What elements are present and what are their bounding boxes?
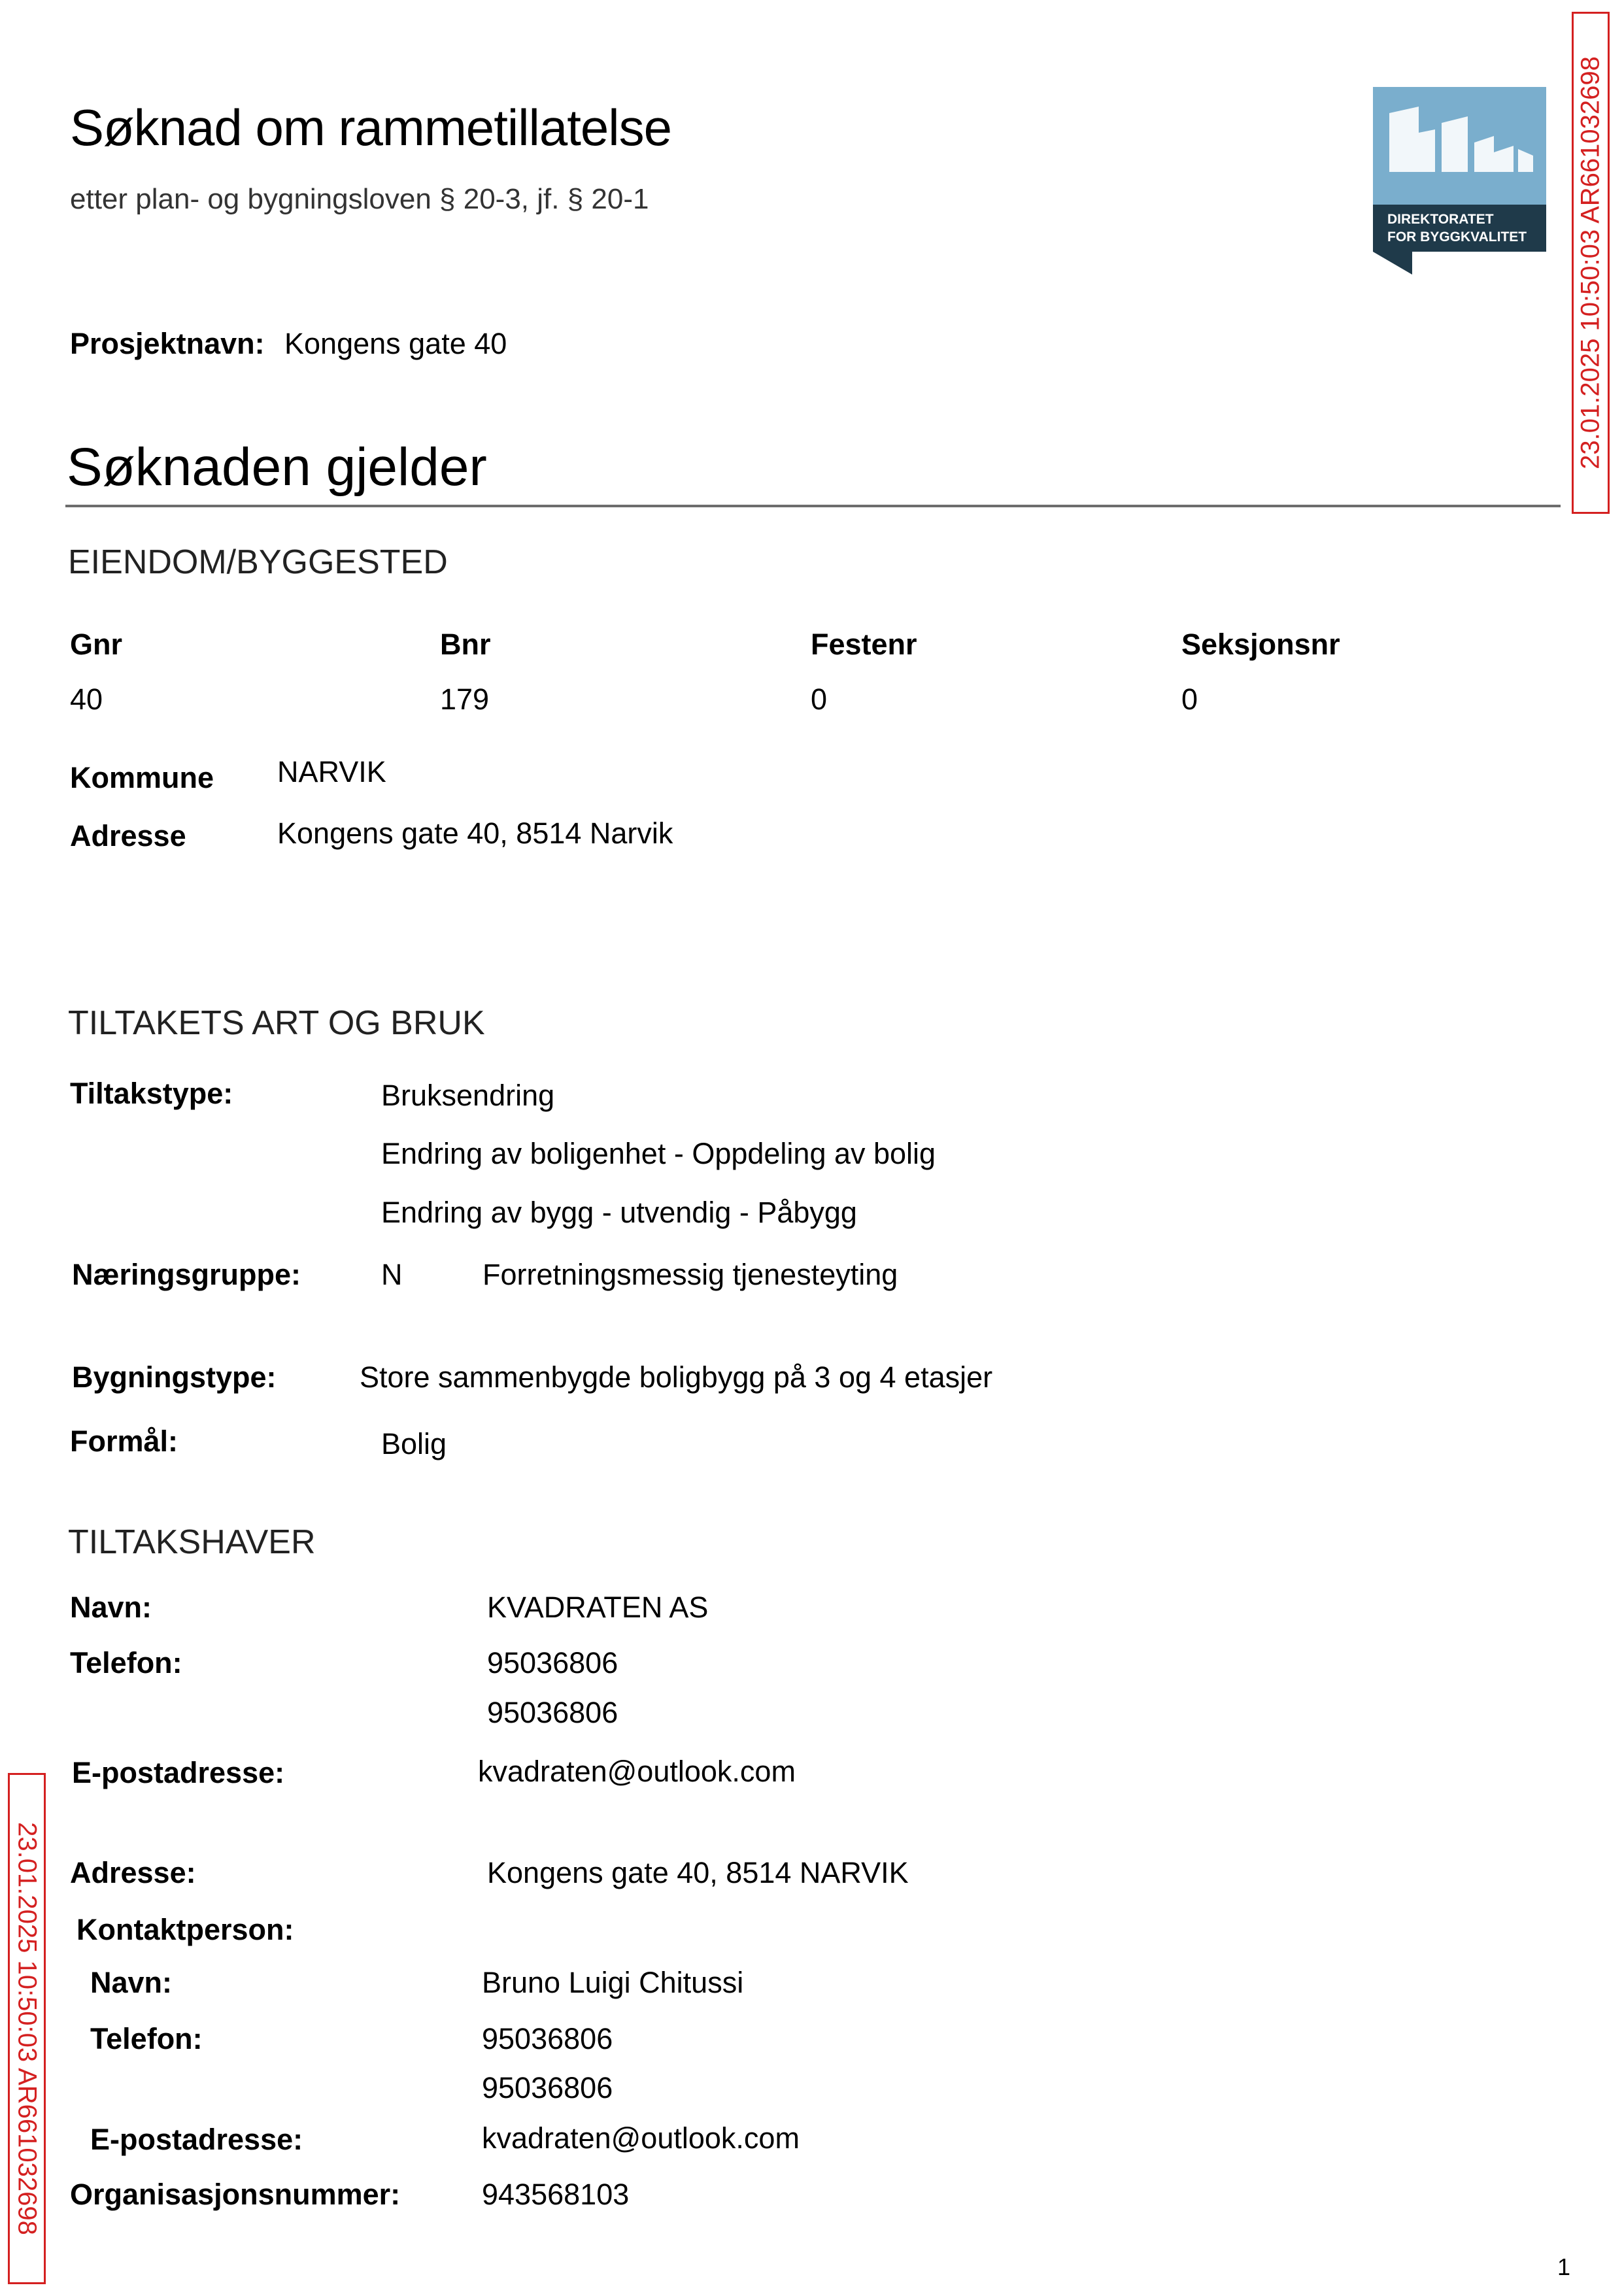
kontakt-epost-label: E-postadresse: xyxy=(90,2123,303,2156)
bnr-label: Bnr xyxy=(440,628,491,661)
tiltakshaver-heading: TILTAKSHAVER xyxy=(68,1523,316,1561)
gnr-label: Gnr xyxy=(70,628,123,661)
tiltakshaver-navn-value: KVADRATEN AS xyxy=(487,1591,709,1624)
formal-value: Bolig xyxy=(381,1427,447,1460)
tiltak-heading: TILTAKETS ART OG BRUK xyxy=(68,1004,485,1042)
logo-text-line1: DIREKTORATET xyxy=(1387,212,1494,227)
tiltakshaver-epost-label: E-postadresse: xyxy=(72,1756,285,1789)
tiltakstype-value-3: Endring av bygg - utvendig - Påbygg xyxy=(381,1196,857,1229)
dibk-logo xyxy=(1373,87,1546,275)
logo-text-line2: FOR BYGGKVALITET xyxy=(1387,229,1527,245)
naeringsgruppe-code: N xyxy=(381,1258,403,1291)
tiltakstype-value-1: Bruksendring xyxy=(381,1079,555,1112)
seksjonsnr-label: Seksjonsnr xyxy=(1181,628,1340,661)
bnr-value: 179 xyxy=(440,683,490,716)
kontakt-telefon-value-2: 95036806 xyxy=(482,2071,613,2104)
tiltakshaver-epost-value: kvadraten@outlook.com xyxy=(478,1755,796,1788)
kommune-value: NARVIK xyxy=(277,755,386,788)
gnr-value: 40 xyxy=(70,683,103,716)
tiltakstype-label: Tiltakstype: xyxy=(70,1077,233,1110)
project-name-value: Kongens gate 40 xyxy=(284,327,507,360)
kontakt-epost-value: kvadraten@outlook.com xyxy=(482,2121,800,2155)
kontakt-telefon-label: Telefon: xyxy=(90,2022,203,2055)
tiltakshaver-telefon-label: Telefon: xyxy=(70,1646,182,1679)
project-name-label: Prosjektnavn: xyxy=(70,327,265,360)
adresse-value: Kongens gate 40, 8514 Narvik xyxy=(277,817,673,850)
property-heading: EIENDOM/BYGGESTED xyxy=(68,543,448,581)
festenr-label: Festenr xyxy=(811,628,917,661)
tiltakshaver-telefon-value-1: 95036806 xyxy=(487,1646,618,1679)
date-stamp-left xyxy=(8,1773,46,2284)
bygningstype-value: Store sammenbygde boligbygg på 3 og 4 etasjer xyxy=(360,1360,993,1394)
page-number: 1 xyxy=(1557,2253,1571,2280)
kontaktperson-label: Kontaktperson: xyxy=(76,1913,294,1946)
tiltakshaver-telefon-value-2: 95036806 xyxy=(487,1696,618,1729)
kontakt-navn-label: Navn: xyxy=(90,1966,173,1999)
naeringsgruppe-label: Næringsgruppe: xyxy=(72,1258,301,1291)
date-stamp-left-text: 23.01.2025 10:50:03 AR661032698 xyxy=(12,1822,42,2235)
tiltakshaver-navn-label: Navn: xyxy=(70,1591,152,1624)
formal-label: Formål: xyxy=(70,1425,178,1458)
adresse-label: Adresse xyxy=(70,819,186,852)
document-title: Søknad om rammetillatelse xyxy=(70,99,671,156)
section-title: Søknaden gjelder xyxy=(67,437,487,497)
tiltakstype-value-2: Endring av boligenhet - Oppdeling av bolig xyxy=(381,1137,936,1170)
date-stamp-right xyxy=(1572,12,1610,514)
kontakt-telefon-value-1: 95036806 xyxy=(482,2022,613,2055)
section-divider xyxy=(65,505,1561,507)
bygningstype-label: Bygningstype: xyxy=(72,1360,277,1394)
kontakt-navn-value: Bruno Luigi Chitussi xyxy=(482,1966,744,1999)
orgnr-label: Organisasjonsnummer: xyxy=(70,2178,401,2211)
orgnr-value: 943568103 xyxy=(482,2178,630,2211)
kommune-label: Kommune xyxy=(70,761,214,794)
festenr-value: 0 xyxy=(811,683,828,716)
date-stamp-right-text: 23.01.2025 10:50:03 AR661032698 xyxy=(1576,56,1605,469)
document-subtitle: etter plan- og bygningsloven § 20-3, jf. § 20-1 xyxy=(70,183,649,215)
naeringsgruppe-value: Forretningsmessig tjenesteyting xyxy=(482,1258,898,1291)
tiltakshaver-adresse-label: Adresse: xyxy=(70,1856,196,1889)
seksjonsnr-value: 0 xyxy=(1181,683,1198,716)
tiltakshaver-adresse-value: Kongens gate 40, 8514 NARVIK xyxy=(487,1856,909,1889)
